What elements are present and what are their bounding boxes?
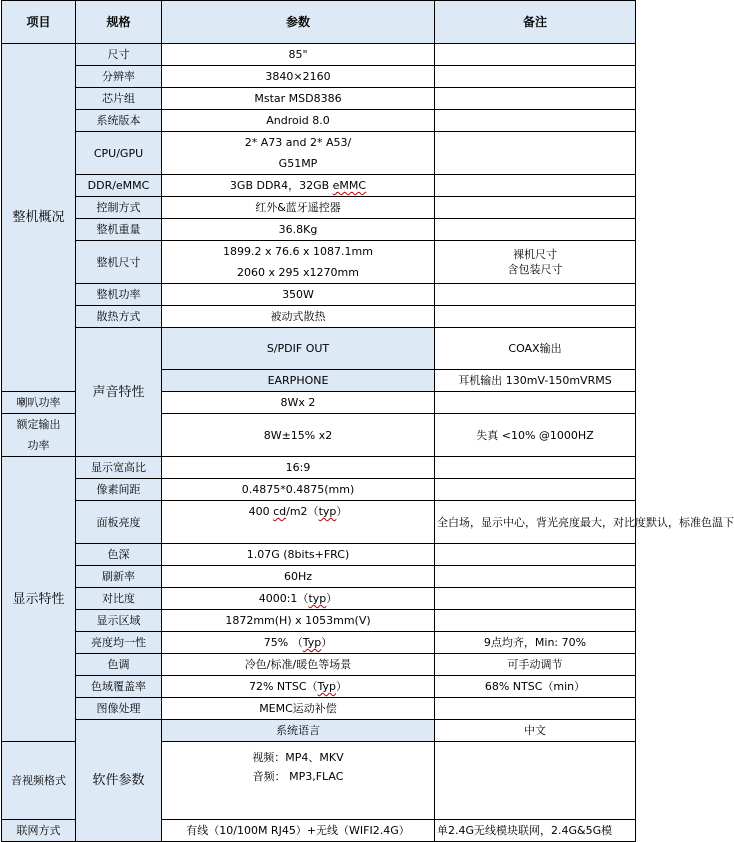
group-software: 软件参数 [76,720,162,842]
table-row [2,588,636,610]
param-value: COAX输出 [435,328,636,370]
remark-value [435,698,636,720]
remark-value: 单2.4G无线模块联网，2.4G&5G模 [435,820,636,842]
remark-value [435,479,636,501]
param-value [162,588,435,610]
item-label: 整机功率 [76,284,162,306]
item-label: 色调 [76,654,162,676]
table-row [2,88,636,110]
remark-value: 9点均齐，Min: 70% [435,632,636,654]
param-text-flagged: Typ [317,680,337,693]
remark-value: 可手动调节 [435,654,636,676]
item-label [2,414,76,457]
table-row [2,479,636,501]
table-row [2,328,636,370]
table-row [2,610,636,632]
remark-value [435,132,636,175]
item-label: 联网方式 [2,820,76,842]
param-value: 0.4875*0.4875(mm) [162,479,435,501]
table-row [2,241,636,284]
table-row [2,676,636,698]
item-label: EARPHONE [162,370,435,392]
spec-table [1,0,734,842]
header-remark: 备注 [435,1,636,44]
table-row [2,632,636,654]
remark-value [435,66,636,88]
param-line: G51MP [278,157,318,170]
param-value [162,132,435,175]
param-text: ） [321,636,333,649]
param-text: ） [336,505,348,518]
item-label: 色深 [76,544,162,566]
param-text: /m2（ [286,505,319,518]
group-display: 显示特性 [2,457,76,742]
table-row [2,544,636,566]
header-spec: 规格 [76,1,162,44]
param-value: 1872mm(H) x 1053mm(V) [162,610,435,632]
remark-value [435,219,636,241]
item-label: 显示区域 [76,610,162,632]
remark-value [435,742,636,820]
remark-value [435,110,636,132]
table-row [2,44,636,66]
param-value [162,632,435,654]
param-value: 60Hz [162,566,435,588]
param-value: Android 8.0 [162,110,435,132]
item-label: 图像处理 [76,698,162,720]
param-value [162,501,435,544]
item-label: 面板亮度 [76,501,162,544]
item-label: 分辨率 [76,66,162,88]
item-label: 散热方式 [76,306,162,328]
param-text-flagged: typ [308,592,327,605]
table-row [2,720,636,742]
remark-value [435,544,636,566]
item-label: 亮度均一性 [76,632,162,654]
remark-line: 含包装尺寸 [507,263,563,276]
param-value: MEMC运动补偿 [162,698,435,720]
item-label: 尺寸 [76,44,162,66]
item-label: 像素间距 [76,479,162,501]
table-row [2,197,636,219]
param-value [162,742,435,820]
param-value: 被动式散热 [162,306,435,328]
table-row [2,284,636,306]
item-label: DDR/eMMC [76,175,162,197]
param-value: 有线（10/100M RJ45）+无线（WIFI2.4G） [162,820,435,842]
item-label: 刷新率 [76,566,162,588]
remark-value: 全白场，显示中心，背光亮度最大，对比度默认，标准色温下 [435,501,636,544]
param-value: 36.8Kg [162,219,435,241]
param-line: 2060 x 295 x1270mm [237,266,359,279]
param-text-flagged: cd [273,505,287,518]
param-value: 350W [162,284,435,306]
item-label: 系统语言 [162,720,435,742]
param-line: 视频：MP4、MKV [252,751,344,764]
param-text-flagged: Typ [302,636,322,649]
param-text-flagged: typ [318,505,337,518]
param-value: 8W±15% x2 [162,414,435,457]
remark-value [435,457,636,479]
param-value: 红外&蓝牙遥控器 [162,197,435,219]
remark-value [435,610,636,632]
param-text-flagged: eMMC [332,179,367,192]
param-value: 中文 [435,720,636,742]
param-text: 4000:1（ [258,592,309,605]
param-value: Mstar MSD8386 [162,88,435,110]
param-value: 8Wx 2 [162,392,435,414]
item-label: 色域覆盖率 [76,676,162,698]
remark-value: 失真 <10% @1000HZ [435,414,636,457]
table-row [2,132,636,175]
param-value: 85" [162,44,435,66]
param-text: ） [336,680,348,693]
param-value [162,175,435,197]
param-value [162,241,435,284]
item-label: 整机尺寸 [76,241,162,284]
table-row [2,66,636,88]
table-row [2,566,636,588]
param-value: 冷色/标准/暖色等场景 [162,654,435,676]
remark-value [435,392,636,414]
table-row [2,306,636,328]
param-value: 耳机输出 130mV-150mVRMS [435,370,636,392]
item-line: 功率 [27,439,50,452]
param-value: 3840×2160 [162,66,435,88]
param-text: 75% （ [263,636,303,649]
remark-value [435,306,636,328]
param-text: ） [326,592,338,605]
remark-value: 68% NTSC（min） [435,676,636,698]
param-text: 72% NTSC（ [248,680,318,693]
param-text: 3GB DDR4，32GB [229,179,333,192]
remark-value [435,566,636,588]
remark-value [435,241,636,284]
remark-value [435,588,636,610]
group-overview: 整机概况 [2,44,76,392]
param-line: 1899.2 x 76.6 x 1087.1mm [223,245,373,258]
table-row [2,457,636,479]
table-row [2,110,636,132]
remark-value [435,284,636,306]
header-project: 项目 [2,1,76,44]
table-row [2,219,636,241]
param-value: 16:9 [162,457,435,479]
table-row [2,698,636,720]
item-label: 控制方式 [76,197,162,219]
remark-value [435,197,636,219]
param-value [162,676,435,698]
remark-value [435,44,636,66]
item-label: 芯片组 [76,88,162,110]
param-line: 2* A73 and 2* A53/ [244,136,352,149]
item-label: CPU/GPU [76,132,162,175]
remark-value [435,175,636,197]
param-line: 音频： MP3,FLAC [252,770,344,783]
item-label: 整机重量 [76,219,162,241]
remark-line: 裸机尺寸 [513,248,557,261]
item-label: S/PDIF OUT [162,328,435,370]
header-parameter: 参数 [162,1,435,44]
item-label: 系统版本 [76,110,162,132]
item-label: 对比度 [76,588,162,610]
param-value: 1.07G (8bits+FRC) [162,544,435,566]
table-row [2,175,636,197]
group-sound: 声音特性 [76,328,162,457]
table-row [2,501,636,544]
item-label: 显示宽高比 [76,457,162,479]
item-label: 音视频格式 [2,742,76,820]
remark-value [435,88,636,110]
param-text: 400 [248,505,274,518]
item-label: 喇叭功率 [2,392,76,414]
item-line: 额定输出 [16,418,61,431]
header-row [2,1,636,44]
table-row [2,654,636,676]
